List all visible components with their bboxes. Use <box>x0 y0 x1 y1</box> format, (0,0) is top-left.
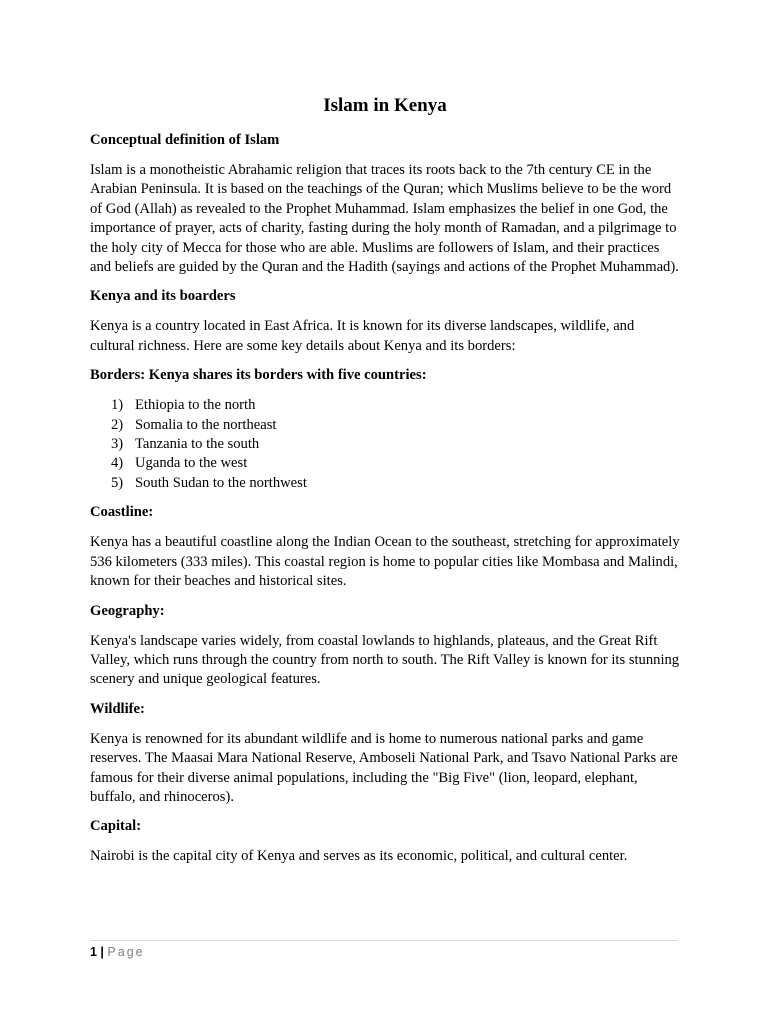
page-label: Page <box>107 945 145 959</box>
page-number: 1 <box>90 945 97 959</box>
section-heading-geography: Geography: <box>90 602 165 619</box>
list-item <box>90 416 680 435</box>
list-item-text: Tanzania to the south <box>135 436 260 453</box>
section-heading-capital: Capital: <box>90 818 142 835</box>
document-body <box>90 94 680 877</box>
list-item <box>90 454 680 473</box>
section-heading-islam-definition: Conceptual definition of Islam <box>90 132 280 148</box>
section-heading-coastline: Coastline: <box>90 504 154 521</box>
section-heading-borders-list: Borders: Kenya shares its borders with five countries: <box>90 367 427 384</box>
list-item-text: Ethiopia to the north <box>135 397 256 414</box>
borders-list <box>90 396 680 493</box>
list-item-number: 5) <box>111 474 124 491</box>
list-item-number: 1) <box>111 397 124 414</box>
paragraph-capital: Nairobi is the capital city of Kenya and serves as its economic, political, and cultural center. <box>90 848 628 865</box>
document-title: Islam in Kenya <box>323 95 447 116</box>
list-item-number: 4) <box>111 455 124 472</box>
paragraph-geography: Kenya's landscape varies widely, from coastal lowlands to highlands, plateaus, and the Great Rift Valley, which runs through the country from north to south. The Rift Valley is known for its stunning scenery and unique geological features. <box>90 632 680 688</box>
paragraph-coastline: Kenya has a beautiful coastline along the Indian Ocean to the southeast, stretching for approximately 536 kilometers (333 miles). This coastal region is home to popular cities like Mombasa and Malindi, known for their beaches and historical sites. <box>90 534 680 590</box>
list-item-number: 3) <box>111 436 124 453</box>
section-heading-kenya-borders: Kenya and its boarders <box>90 288 236 305</box>
paragraph-kenya-intro: Kenya is a country located in East Africa. It is known for its diverse landscapes, wildlife, and cultural richness. Here are some key details about Kenya and its borders: <box>90 318 635 354</box>
paragraph-islam-definition: Islam is a monotheistic Abrahamic religion that traces its roots back to the 7th century CE in the Arabian Peninsula. It is based on the teachings of the Quran; which Muslims believe to be the word of God (Allah) as revealed to the Prophet Muhammad. Islam emphasizes the belief in one God, the importance of prayer, acts of charity, fasting during the holy month of Ramadan, and a pilgrimage to the holy city of Mecca for those who are able. Muslims are followers of Islam, and their practices and beliefs are guided by the Quran and the Hadith (sayings and actions of the Prophet Muhammad). <box>90 162 679 276</box>
list-item-text: South Sudan to the northwest <box>135 474 307 491</box>
list-item <box>90 396 680 415</box>
list-item-text: Uganda to the west <box>135 455 248 472</box>
list-item <box>90 474 680 493</box>
page-footer <box>90 940 678 960</box>
list-item <box>90 435 680 454</box>
page-separator: | <box>96 945 108 959</box>
list-item-number: 2) <box>111 416 124 433</box>
paragraph-wildlife: Kenya is renowned for its abundant wildlife and is home to numerous national parks and game reserves. The Maasai Mara National Reserve, Amboseli National Park, and Tsavo National Parks are famous for their diverse animal populations, including the "Big Five" (lion, leopard, elephant, buffalo, and rhinoceros). <box>90 730 678 805</box>
list-item-text: Somalia to the northeast <box>135 416 277 433</box>
section-heading-wildlife: Wildlife: <box>90 700 145 717</box>
